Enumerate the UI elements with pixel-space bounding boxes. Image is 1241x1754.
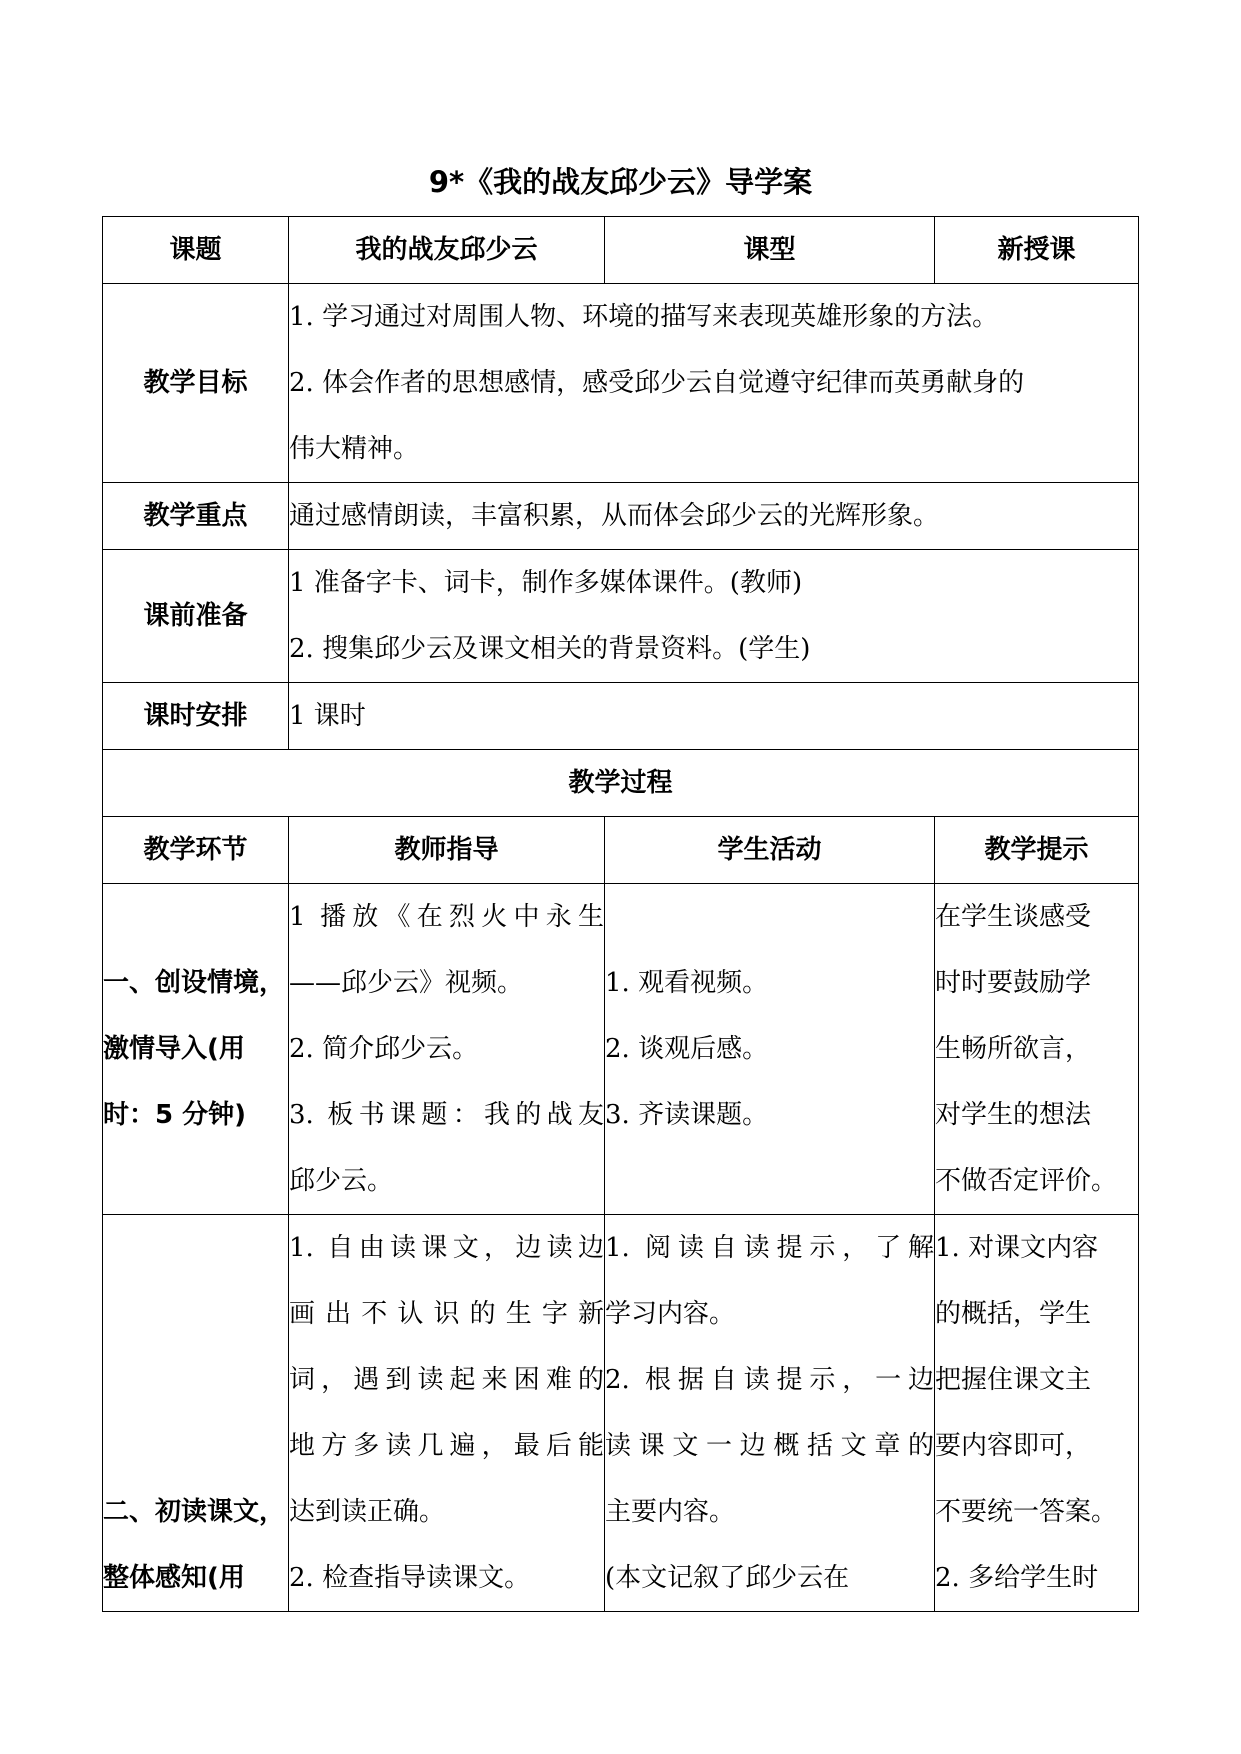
stage-line: 一、创设情境， (103, 968, 286, 998)
schedule-row (103, 683, 1139, 750)
teacher-line: 2. 简介邱少云。 (289, 1034, 479, 1064)
preparation-row (103, 550, 1139, 683)
preparation-line: 1 准备字卡、词卡，制作多媒体课件。(教师) (289, 568, 803, 598)
stage-two-tip (935, 1215, 1139, 1612)
teacher-line: 邱少云。 (289, 1166, 394, 1196)
tip-line: 生畅所欲言， (935, 1034, 1092, 1064)
column-header-tip: 教学提示 (935, 817, 1139, 884)
key-point-text: 通过感情朗读，丰富积累，从而体会邱少云的光辉形象。 (289, 483, 1139, 550)
teacher-line: 达到读正确。 (289, 1497, 446, 1527)
tip-line: 2. 多给学生时 (935, 1563, 1099, 1593)
stage-line: 时：5 分钟) (103, 1100, 247, 1130)
objective-line: 2. 体会作者的思想感情，感受邱少云自觉遵守纪律而英勇献身的 (289, 368, 1025, 398)
teacher-line: 画出不认识的生字新 (289, 1299, 604, 1329)
student-line: 2. 谈观后感。 (605, 1034, 769, 1064)
topic-label: 课题 (103, 217, 289, 284)
objectives-label: 教学目标 (103, 284, 289, 483)
key-point-row (103, 483, 1139, 550)
student-line: 1. 观看视频。 (605, 968, 769, 998)
preparation-line: 2. 搜集邱少云及课文相关的背景资料。(学生) (289, 634, 811, 664)
process-title-row (103, 750, 1139, 817)
tip-line: 在学生谈感受 (935, 902, 1092, 932)
preparation-content (289, 550, 1139, 683)
objectives-row (103, 284, 1139, 483)
topic-row (103, 217, 1139, 284)
teacher-line: 2. 检查指导读课文。 (289, 1563, 531, 1593)
objective-line: 伟大精神。 (289, 434, 420, 464)
type-label: 课型 (605, 217, 935, 284)
stage-one-teacher (289, 884, 605, 1215)
student-line: 读课文一边概括文章的 (605, 1431, 934, 1461)
tip-line: 把握住课文主 (935, 1365, 1092, 1395)
tip-line: 不做否定评价。 (935, 1166, 1118, 1196)
student-line: (本文记叙了邱少云在 (605, 1563, 850, 1593)
objectives-content (289, 284, 1139, 483)
lesson-plan-table (102, 216, 1139, 1612)
stage-two-teacher (289, 1215, 605, 1612)
stage-two-row (103, 1215, 1139, 1612)
objective-line: 1. 学习通过对周围人物、环境的描写来表现英雄形象的方法。 (289, 302, 999, 332)
teacher-line: 词，遇到读起来困难的 (289, 1365, 604, 1395)
tip-line: 时时要鼓励学 (935, 968, 1092, 998)
type-value: 新授课 (935, 217, 1139, 284)
student-line: 1. 阅读自读提示，了解 (605, 1233, 934, 1263)
stage-line: 激情导入(用 (103, 1034, 245, 1064)
column-header-stage: 教学环节 (103, 817, 289, 884)
schedule-text: 1 课时 (289, 683, 1139, 750)
stage-line: 二、初读课文， (103, 1497, 286, 1527)
process-title: 教学过程 (103, 750, 1139, 817)
student-line: 2. 根据自读提示，一边 (605, 1365, 934, 1395)
tip-line: 1. 对课文内容 (935, 1233, 1099, 1263)
tip-line: 要内容即可， (935, 1431, 1092, 1461)
student-line: 学习内容。 (605, 1299, 736, 1329)
key-point-label: 教学重点 (103, 483, 289, 550)
document-title: 9*《我的战友邱少云》导学案 (428, 165, 813, 199)
stage-two-name (103, 1215, 289, 1612)
tip-line: 的概括，学生 (935, 1299, 1092, 1329)
stage-one-student (605, 884, 935, 1215)
topic-value: 我的战友邱少云 (289, 217, 605, 284)
stage-two-student (605, 1215, 935, 1612)
schedule-label: 课时安排 (103, 683, 289, 750)
teacher-line: 地方多读几遍，最后能 (289, 1431, 604, 1461)
teacher-line: ——邱少云》视频。 (289, 968, 524, 998)
teacher-line: 3. 板书课题：我的战友 (289, 1100, 604, 1130)
preparation-label: 课前准备 (103, 550, 289, 683)
student-line: 3. 齐读课题。 (605, 1100, 769, 1130)
teacher-line: 1 播放《在烈火中永生 (289, 902, 604, 932)
teacher-line: 1. 自由读课文，边读边 (289, 1233, 604, 1263)
stage-line: 整体感知(用 (103, 1563, 245, 1593)
process-header-row (103, 817, 1139, 884)
stage-one-tip (935, 884, 1139, 1215)
column-header-teacher: 教师指导 (289, 817, 605, 884)
stage-one-name (103, 884, 289, 1215)
tip-line: 不要统一答案。 (935, 1497, 1118, 1527)
column-header-student: 学生活动 (605, 817, 935, 884)
student-line: 主要内容。 (605, 1497, 736, 1527)
stage-one-row (103, 884, 1139, 1215)
tip-line: 对学生的想法 (935, 1100, 1092, 1130)
